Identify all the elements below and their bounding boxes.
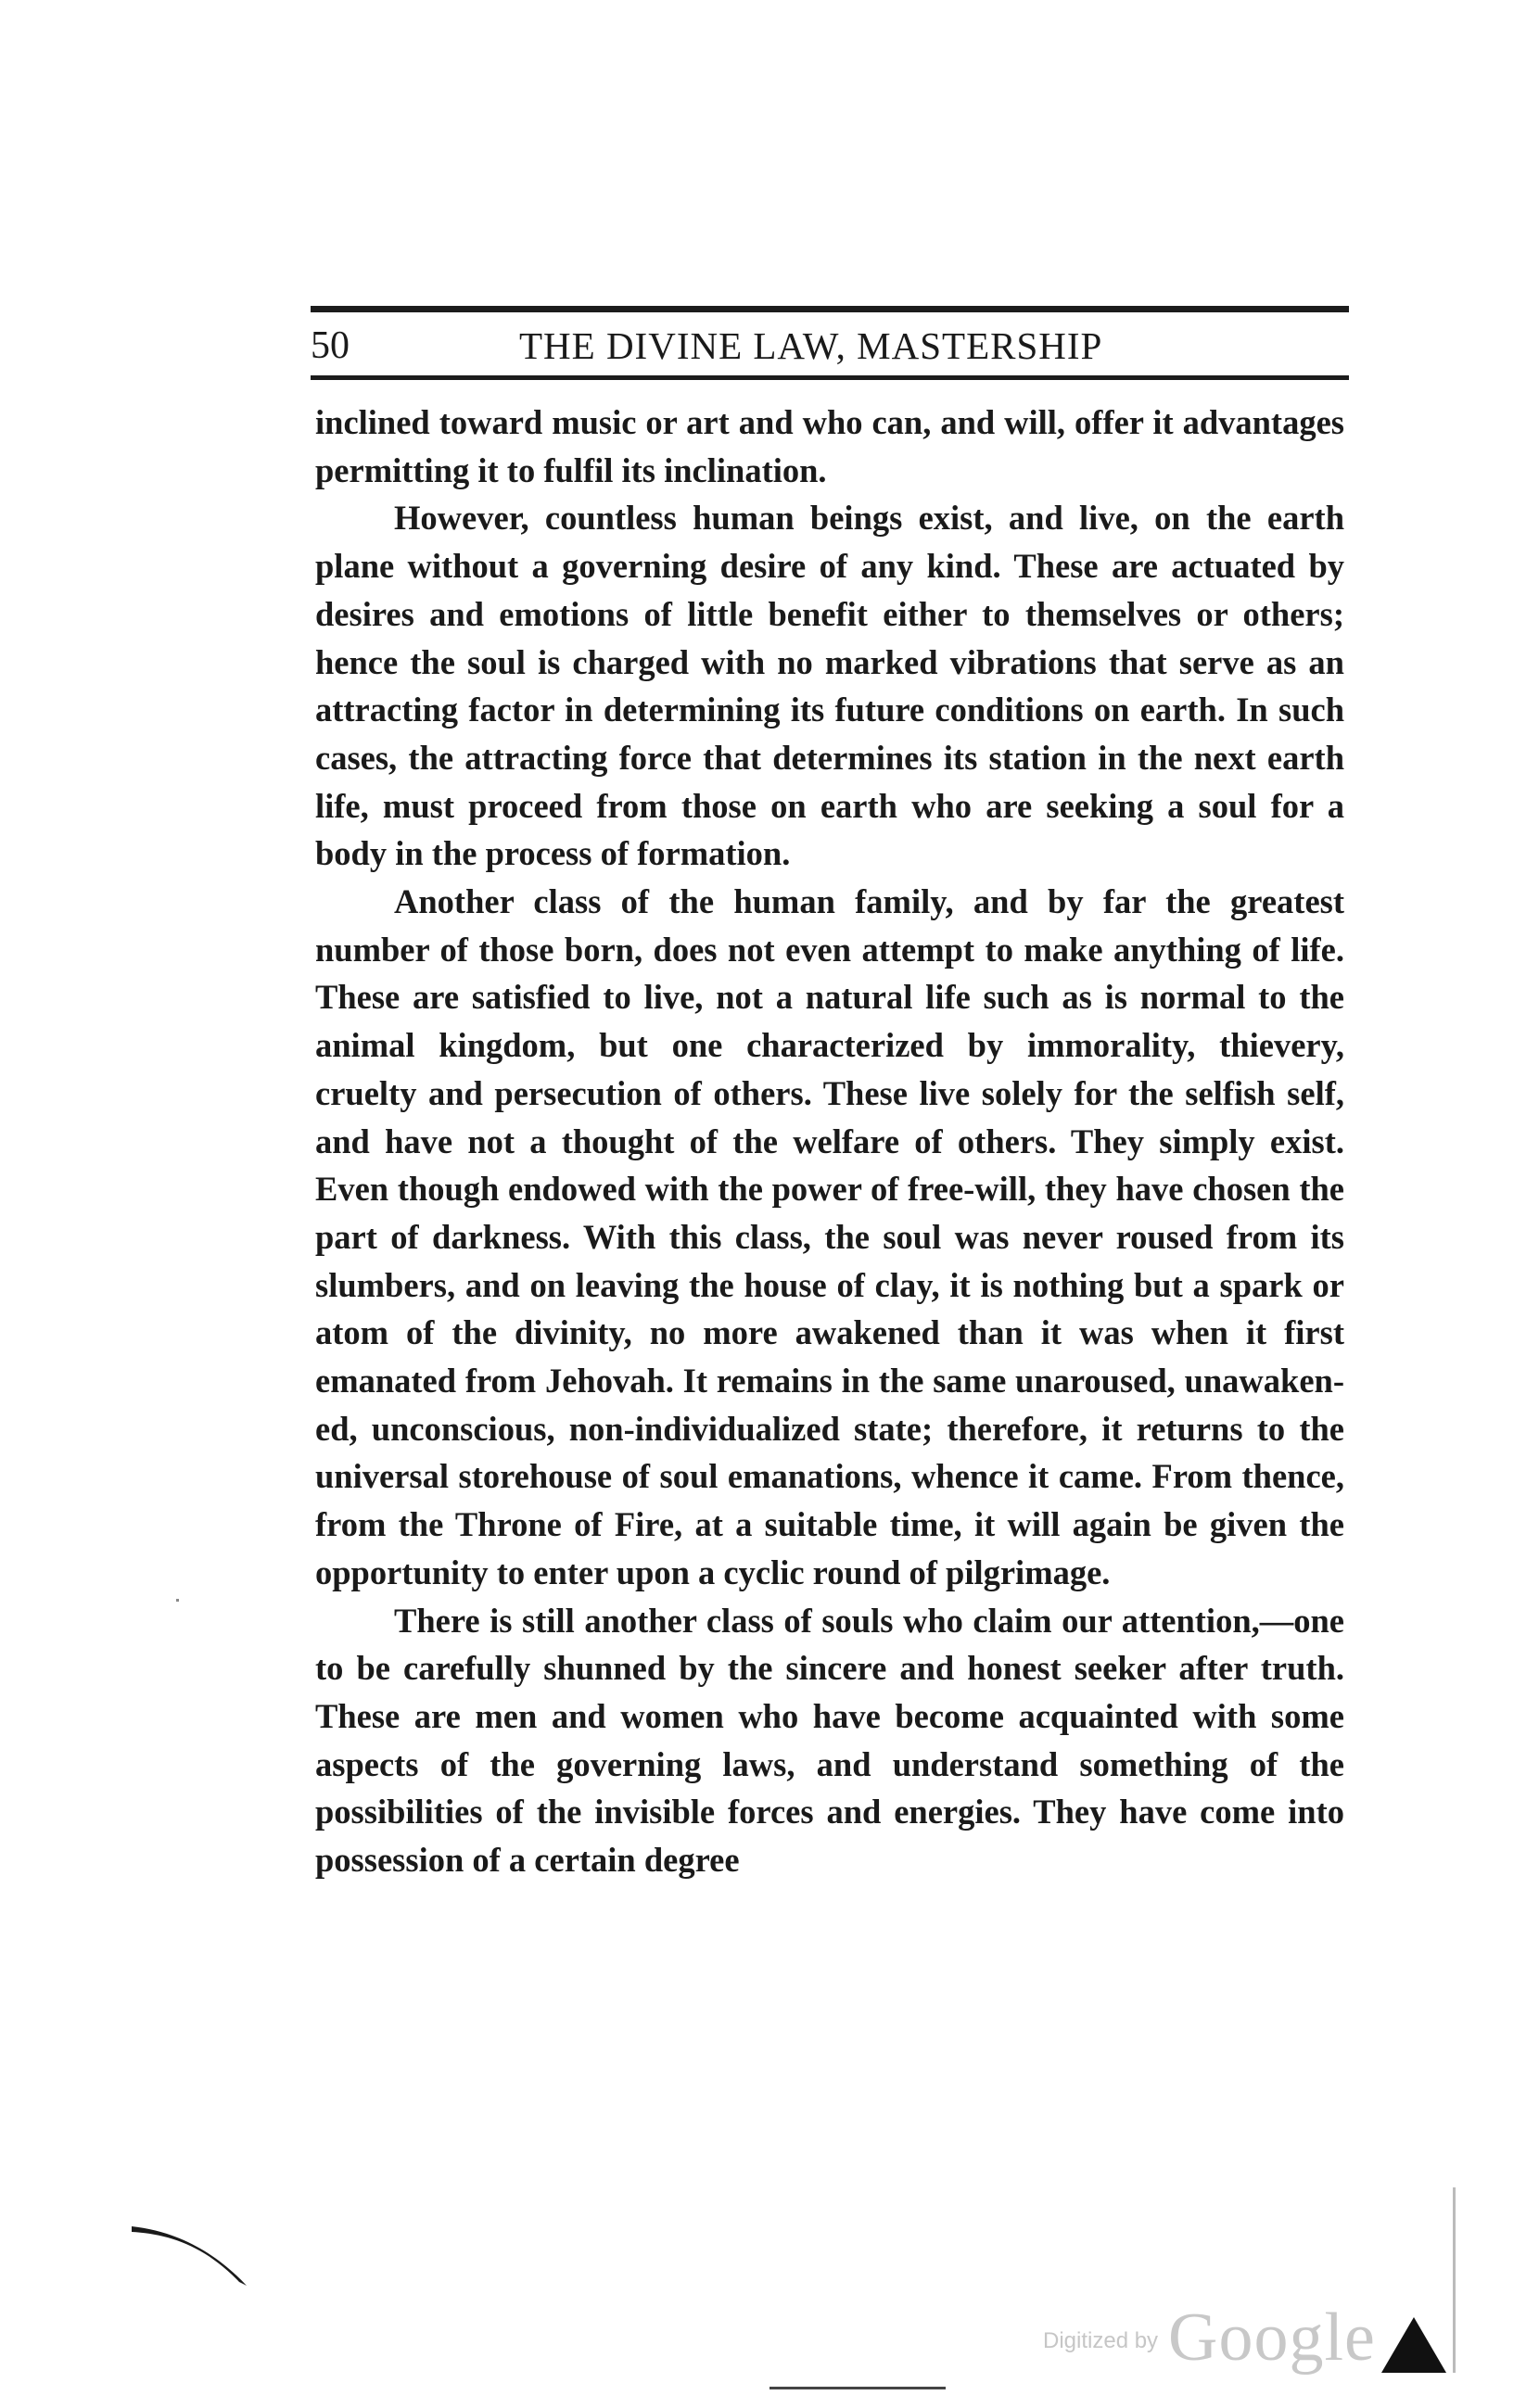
page-number: 50 [311, 324, 350, 367]
paragraph-continued: inclined toward music or art and who can, and will, offer it advantages permitting it to fulfil its inclination. [315, 403, 1344, 489]
paragraph: Another class of the human family, and by far the greatest number of those born, does not even attempt to make anything of life. These are satisfied to live, not a natural life such as is normal to the animal kingdom, but one characterized by immorality, thievery, cruelty and persecution of others. These live solely for the selfish self, and have not a thought of the welfare of others. They simply exist. Even though endowed with the power of free-will, they have chosen the part of darkness. With this class, the soul was never roused from its slumbers, and on leaving the house of clay, it is nothing but a spark or atom of the divinity, no more awakened than it was when it first emanated from Jehovah. It remains in the same unaroused, unawakened, unconscious, non-individualized state; therefore, it returns to the universal storehouse of soul emanations, whence it came. From thence, from the Throne of Fire, at a suitable time, it will again be given the opportunity to enter upon a cyclic round of pilgrimage. [315, 882, 1344, 1591]
paragraph: There is still another class of souls who claim our attention,—one to be carefully shunned by the sincere and honest seeker after truth. These are men and women who have become acquainted with some aspects of the governing laws, and understand something of the possibilities of the invisible forces and energies. They have come into possession of a certain degree [315, 1601, 1344, 1880]
scan-corner-triangle [1381, 2317, 1446, 2373]
header-rule-bottom [311, 375, 1349, 380]
watermark-small-text: Digitized by [1043, 2328, 1159, 2353]
digitized-watermark [1043, 2299, 1451, 2376]
paragraph: However, countless human beings exist, and live, on the earth plane without a governing desire of any kind. These are actuated by desires and emotions of little benefit either to themselves or others; hence the soul is charged with no marked vibrations that serve as an attracting factor in determining its future conditions on earth. In such cases, the attracting force that determines its station in the next earth life, must proceed from those on earth who are seeking a soul for a body in the process of formation. [315, 499, 1344, 873]
scan-stroke-mark [130, 2224, 250, 2289]
page-header [311, 320, 1349, 372]
scan-edge-line [1453, 2187, 1456, 2373]
running-head: THE DIVINE LAW, MASTERSHIP [519, 324, 1103, 367]
header-rule-top [311, 306, 1349, 312]
scan-bottom-mark [770, 2387, 946, 2389]
body-text [315, 399, 1344, 1884]
scan-speck [176, 1599, 179, 1602]
watermark-logo-text: Google [1168, 2300, 1376, 2376]
